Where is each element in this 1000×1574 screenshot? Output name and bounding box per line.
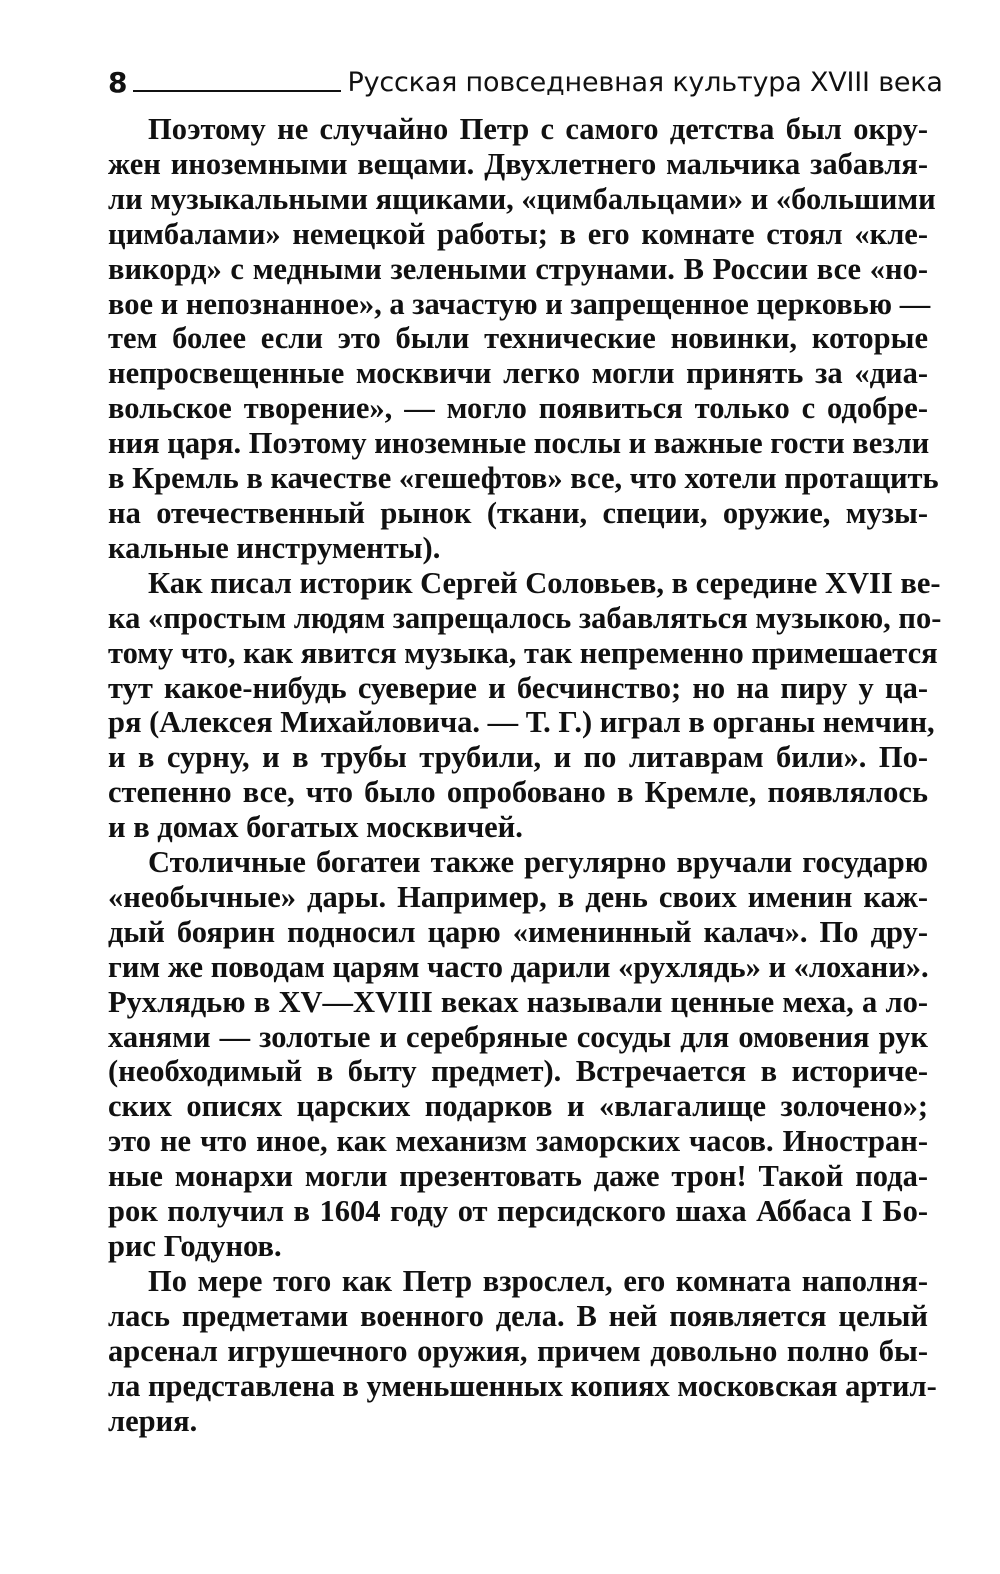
text-line: цимбалами» немецкой работы; в его комнате стоял «кле-	[108, 216, 928, 251]
text-line: ханями — золотые и серебряные сосуды для омовения рук	[108, 1019, 928, 1054]
paragraph	[108, 112, 939, 566]
page-number: 8	[108, 66, 128, 99]
text-line: лерия.	[108, 1403, 198, 1438]
text-line: непросвещенные москвичи легко могли принять за «диа-	[108, 356, 928, 391]
text-line: тут какое-нибудь суеверие и бесчинство; но на пиру у ца-	[108, 670, 928, 705]
text-line: викорд» с медными зелеными струнами. В России все «но-	[108, 251, 928, 286]
text-line: это не что иное, как механизм заморских часов. Иностран-	[108, 1124, 928, 1159]
text-line: ли музыкальными ящиками, «цимбальцами» и «большими	[108, 181, 936, 216]
text-line: «необычные» дары. Например, в день своих именин каж-	[108, 879, 928, 914]
paragraph	[108, 1263, 937, 1439]
header-rule	[133, 90, 341, 92]
running-header	[108, 58, 943, 99]
text-line: вольское творение», — могло появиться только с одобре-	[108, 391, 928, 426]
text-line: гим же поводам царям часто дарили «рухлядь» и «лохани».	[108, 949, 929, 984]
text-line: ря (Алексея Михайловича. — Т. Г.) играл в органы немчин,	[108, 705, 935, 740]
text-line: кальные инструменты).	[108, 530, 441, 565]
text-line: ских описях царских подарков и «влагалище золочено»;	[108, 1089, 928, 1124]
text-line: на отечественный рынок (ткани, специи, оружие, музы-	[108, 495, 928, 530]
text-line: тому что, как явится музыка, так непременно примешается	[108, 635, 938, 670]
text-line: ла представлена в уменьшенных копиях московская артил-	[108, 1368, 937, 1403]
text-line: Столичные богатеи также регулярно вручали государю	[148, 845, 928, 880]
text-line: дый боярин подносил царю «именинный калач». По дру-	[108, 914, 928, 949]
text-line: и в сурну, и в трубы трубили, и по литаврам били». По-	[108, 740, 928, 775]
text-line: арсенал игрушечного оружия, причем довольно полно бы-	[108, 1333, 928, 1368]
text-line: рок получил в 1604 году от персидского шаха Аббаса I Бо-	[108, 1194, 928, 1229]
paragraph	[108, 845, 928, 1264]
text-line: ка «простым людям запрещалось забавляться музыкою, по-	[108, 600, 942, 635]
text-line: По мере того как Петр взрослел, его комната наполня-	[148, 1263, 928, 1298]
text-line: тем более если это были технические новинки, которые	[108, 321, 928, 356]
text-line: рис Годунов.	[108, 1229, 282, 1263]
text-line: степенно все, что было опробовано в Кремле, появлялось	[108, 775, 928, 810]
text-line: жен иноземными вещами. Двухлетнего мальчика забавля-	[108, 146, 928, 181]
text-line: Рухлядью в XV—XVIII веках называли ценные меха, а ло-	[108, 984, 928, 1019]
text-line: и в домах богатых москвичей.	[108, 810, 523, 845]
paragraph	[108, 565, 942, 845]
text-line: (необходимый в быту предмет). Встречается в историче-	[108, 1054, 928, 1089]
body-text	[108, 112, 942, 1438]
text-line: Поэтому не случайно Петр с самого детства был окру-	[148, 112, 928, 146]
text-line: Как писал историк Сергей Соловьев, в середине XVII ве-	[148, 565, 941, 600]
text-line: ные монархи могли презентовать даже трон! Такой пода-	[108, 1159, 928, 1194]
running-title: Русская повседневная культура XVIII века	[347, 67, 943, 98]
text-line: лась предметами военного дела. В ней появляется целый	[108, 1298, 928, 1333]
text-line: ния царя. Поэтому иноземные послы и важные гости везли	[108, 426, 930, 461]
text-line: в Кремль в качестве «гешефтов» все, что хотели протащить	[108, 461, 939, 496]
text-line: вое и непознанное», а зачастую и запрещенное церковью —	[108, 286, 931, 321]
